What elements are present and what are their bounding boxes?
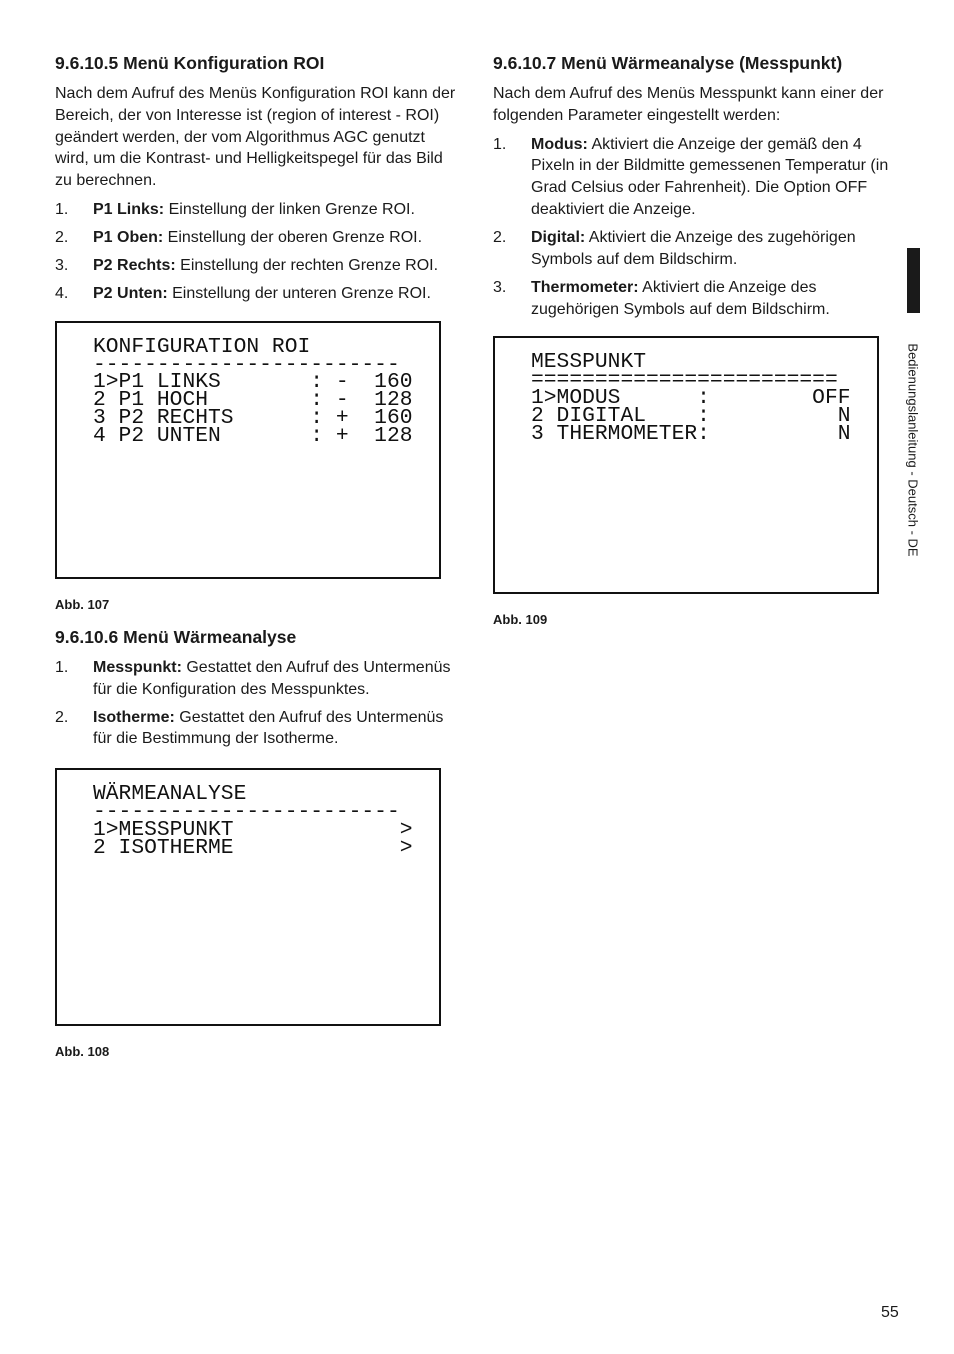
list-item: 4. P2 Unten: Einstellung der unteren Grenze ROI. [55, 284, 431, 302]
list-item: 1. Messpunkt: Gestattet den Aufruf des Untermenüs für die Konfiguration des Messpunktes. [55, 658, 451, 698]
chapter-tab-marker [907, 248, 920, 313]
measure-point-parameter-list [493, 134, 893, 321]
figure-caption: Abb. 109 [493, 612, 548, 628]
screen-title: KONFIGURATION ROI [93, 334, 311, 359]
list-item: 2. P1 Oben: Einstellung der oberen Grenze ROI. [55, 228, 423, 246]
screen-line: 1>MESSPUNKT > [93, 817, 413, 842]
section-intro-measure-point: Nach dem Aufruf des Menüs Messpunkt kann einer der folgenden Parameter eingestellt werden: [493, 85, 884, 124]
section-heading-roi: 9.6.10.5 Menü Konfiguration ROI [55, 53, 325, 73]
thermal-menu-list [55, 657, 457, 750]
section-heading-measure-point: 9.6.10.7 Menü Wärmeanalyse (Messpunkt) [493, 53, 843, 73]
figure-caption: Abb. 107 [55, 596, 110, 612]
screen-separator: ------------------------ [93, 799, 400, 824]
list-item: 1. P1 Links: Einstellung der linken Grenze ROI. [55, 200, 415, 218]
right-column [493, 50, 893, 627]
screen-title: MESSPUNKT [531, 350, 647, 375]
menu-screen-roi [55, 321, 441, 579]
list-item: 3. Thermometer: Aktiviert die Anzeige des zugehörigen Symbols auf dem Bildschirm. [493, 278, 830, 318]
section-intro-roi: Nach dem Aufruf des Menüs Konfiguration ROI kann der Bereich, der von Interesse ist (region of interest - ROI) geändert werden, der vom Algorithmus AGC genutzt wird, um die Kontrast- und Helligkeitspegel für das Bild zu berechnen. [55, 85, 456, 190]
list-item: 2. Digital: Aktiviert die Anzeige des zugehörigen Symbols auf dem Bildschirm. [493, 228, 856, 268]
list-item: 2. Isotherme: Gestattet den Aufruf des Untermenüs für die Bestimmung der Isotherme. [55, 708, 444, 748]
screen-separator: ------------------------ [93, 352, 400, 377]
screen-line: 1>P1 LINKS : - 160 [93, 370, 413, 395]
figure-caption: Abb. 108 [55, 1044, 110, 1060]
page-number: 55 [881, 1304, 899, 1321]
screen-separator: ======================== [531, 368, 838, 393]
section-heading-thermal: 9.6.10.6 Menü Wärmeanalyse [55, 626, 297, 647]
screen-title: WÄRMEANALYSE [93, 782, 247, 807]
screen-line: 2 DIGITAL : N [531, 403, 851, 428]
screen-line: 1>MODUS : OFF [531, 385, 851, 410]
menu-screen-measure-point [493, 336, 879, 594]
side-label: Bedienungslanleitung - Deutsch - DE [905, 343, 921, 557]
screen-line: 3 THERMOMETER: N [531, 421, 851, 446]
menu-screen-thermal [55, 768, 441, 1026]
list-item: 1. Modus: Aktiviert die Anzeige der gemäß den 4 Pixeln in der Bildmitte gemessenen Temperatur (in Grad Celsius oder Fahrenheit). Die Option OFF deaktiviert die Anzeige. [493, 135, 889, 218]
screen-line: 3 P2 RECHTS : + 160 [93, 405, 413, 430]
screen-line: 4 P2 UNTEN : + 128 [93, 423, 413, 448]
screen-line: 2 P1 HOCH : - 128 [93, 388, 413, 413]
screen-line: 2 ISOTHERME > [93, 835, 413, 860]
roi-parameter-list [55, 199, 457, 305]
left-column [55, 50, 457, 1059]
list-item: 3. P2 Rechts: Einstellung der rechten Grenze ROI. [55, 256, 439, 274]
